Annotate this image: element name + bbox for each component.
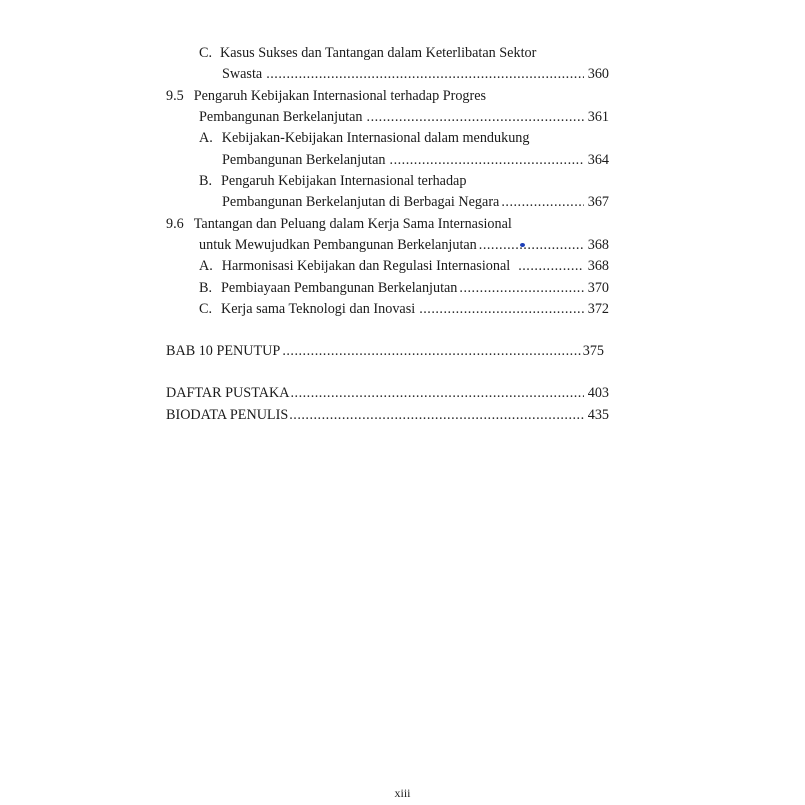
toc-text: Tantangan dan Peluang dalam Kerja Sama Internasional [193, 216, 512, 232]
toc-entry-c-kasus-sukses [199, 44, 536, 63]
toc-label: B. [199, 173, 213, 189]
toc-label: C. [199, 45, 213, 61]
toc-section-number: 9.5 [166, 88, 184, 104]
toc-leader [367, 108, 584, 127]
toc-label: C. [199, 301, 213, 317]
toc-leader [266, 65, 584, 84]
toc-entry-bab-10 [166, 342, 604, 361]
toc-entry-9-5-a [199, 129, 529, 148]
toc-entry-9-6-c [199, 300, 609, 319]
toc-leader [501, 193, 583, 212]
toc-entry-9-5 [166, 87, 486, 106]
toc-text: DAFTAR PUSTAKA [166, 385, 290, 401]
toc-text: Pembangunan Berkelanjutan [222, 152, 386, 168]
toc-label: A. [199, 130, 213, 146]
toc-entry-c-kasus-sukses-cont [222, 65, 609, 84]
toc-entry-9-5-b [199, 172, 466, 191]
toc-page-number: 367 [587, 194, 609, 210]
toc-text: Kerja sama Teknologi dan Inovasi [221, 301, 416, 317]
toc-text: Pembangunan Berkelanjutan [199, 109, 363, 125]
ink-dot-mark [520, 243, 525, 247]
toc-entry-9-6-a [199, 257, 609, 276]
toc-page-number: 364 [587, 152, 609, 168]
toc-entry-9-5-a-cont [222, 151, 609, 170]
toc-entry-9-5-b-cont [222, 193, 609, 212]
toc-page-number: 368 [587, 237, 609, 253]
toc-leader [518, 257, 584, 276]
toc-leader [282, 342, 580, 361]
toc-page-number: 375 [582, 343, 604, 359]
toc-text: Harmonisasi Kebijakan dan Regulasi Internasional [221, 258, 511, 274]
toc-page-number: 370 [587, 280, 609, 296]
toc-entry-daftar-pustaka [166, 384, 609, 403]
page-footer-number: xiii [394, 786, 411, 800]
toc-leader [289, 406, 584, 425]
toc-text: Pembangunan Berkelanjutan di Berbagai Negara [222, 194, 500, 210]
toc-entry-9-6-cont [199, 236, 609, 255]
toc-leader [459, 279, 583, 298]
toc-label: A. [199, 258, 213, 274]
toc-page-number: 372 [587, 301, 609, 317]
toc-text: Pengaruh Kebijakan Internasional terhadap [221, 173, 467, 189]
toc-entry-9-6-b [199, 279, 609, 298]
toc-leader [390, 151, 584, 170]
toc-entry-9-6 [166, 215, 512, 234]
toc-entry-9-5-cont [199, 108, 609, 127]
toc-page-number: 435 [587, 407, 609, 423]
toc-page-number: 360 [587, 66, 609, 82]
toc-page-number: 361 [587, 109, 609, 125]
toc-text: BAB 10 PENUTUP [166, 343, 281, 359]
toc-leader [479, 236, 584, 255]
toc-text: Pengaruh Kebijakan Internasional terhadap Progres [193, 88, 487, 104]
toc-label: B. [199, 280, 213, 296]
toc-text: untuk Mewujudkan Pembangunan Berkelanjutan [199, 237, 477, 253]
toc-text: Swasta [222, 66, 263, 82]
toc-text: Pembiayaan Pembangunan Berkelanjutan [221, 280, 458, 296]
toc-leader [419, 300, 584, 319]
toc-text: BIODATA PENULIS [166, 407, 289, 423]
toc-section-number: 9.6 [166, 216, 184, 232]
toc-leader [290, 384, 583, 403]
toc-text: Kasus Sukses dan Tantangan dalam Keterlibatan Sektor [220, 45, 537, 61]
toc-page-number: 403 [587, 385, 609, 401]
toc-entry-biodata-penulis [166, 406, 609, 425]
toc-text: Kebijakan-Kebijakan Internasional dalam mendukung [221, 130, 530, 146]
toc-page-number: 368 [587, 258, 609, 274]
